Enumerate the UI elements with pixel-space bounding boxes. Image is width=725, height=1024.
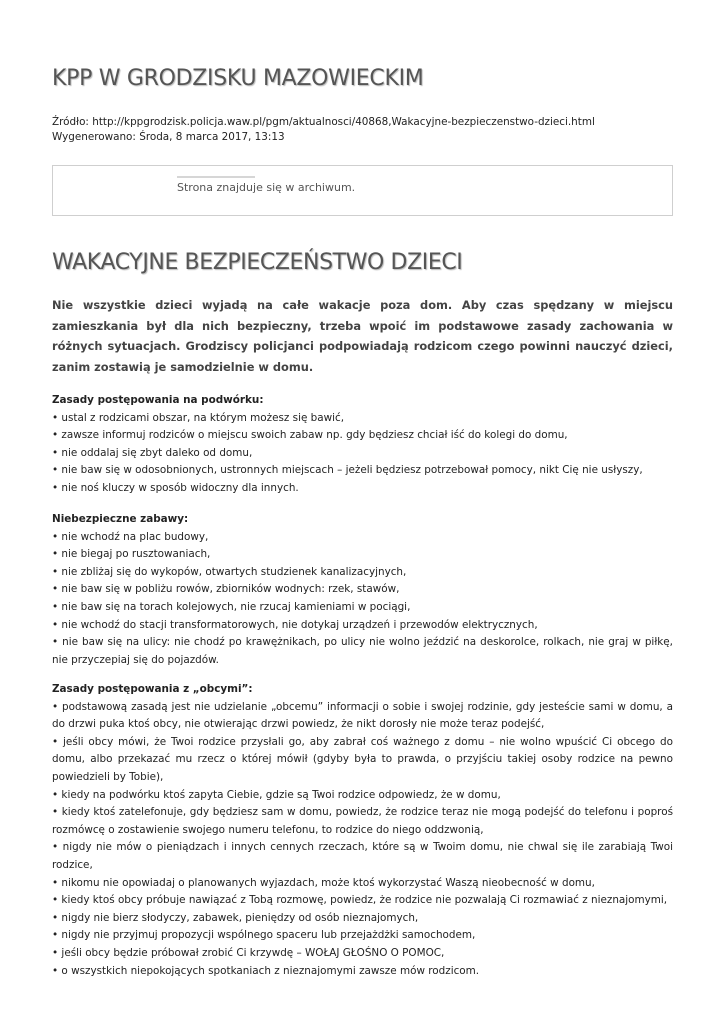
list-item: • nie baw się na torach kolejowych, nie rzucaj kamieniami w pociągi, (52, 600, 411, 613)
archive-notice: Strona znajduje się w archiwum. (177, 181, 356, 194)
article-lead: Nie wszystkie dzieci wyjadą na całe wakacje poza dom. Aby czas spędzany w miejscu zamieszkania był dla nich bezpieczny, trzeba wpoić im podstawowe zasady zachowania w różnych sytuacjach. Grodziscy policjanci podpowiadają rodzicom czego powinni nauczyć dzieci, zanim zostawią je samodzielnie w domu. (52, 298, 673, 374)
list-item: • kiedy ktoś zatelefonuje, gdy będziesz sam w domu, powiedz, że rodzice teraz nie mogą podejść do telefonu i poproś rozmówcę o zostawienie swojego numeru telefonu, to rodzice do niego oddzwonią, (52, 806, 673, 836)
list-item: • nie baw się na ulicy: nie chodź po krawężnikach, po ulicy nie wolno jeździć na deskorolce, rolkach, nie graj w piłkę, nie przyczepiaj się do pojazdów. (52, 636, 673, 666)
section-yard-rules (52, 392, 673, 498)
list-item: • podstawową zasadą jest nie udzielanie „obcemu” informacji o sobie i swojej rodzinie, gdy jesteście sami w domu, a do drzwi puka ktoś obcy, nie otwierając drzwi powiedz, że nikt dorosły nie może teraz podejść, (52, 700, 673, 731)
list-item: • nigdy nie mów o pieniądzach i innych cennych rzeczach, które są w Twoim domu, nie chwal się ile zarabiają Twoi rodzice, (52, 841, 673, 871)
list-item: • nie wchodź do stacji transformatorowych, nie dotykaj urządzeń i przewodów elektrycznych, (52, 618, 538, 631)
list-item: • nie wchodź na plac budowy, (52, 530, 209, 543)
list-item: • nie zbliżaj się do wykopów, otwartych studzienek kanalizacyjnych, (52, 565, 407, 578)
list-item: • kiedy na podwórku ktoś zapyta Ciebie, gdzie są Twoi rodzice odpowiedz, że w domu, (52, 788, 501, 801)
rules-list (52, 699, 673, 981)
list-item: • nie noś kluczy w sposób widoczny dla innych. (52, 481, 299, 494)
list-item: • nikomu nie opowiadaj o planowanych wyjazdach, może ktoś wykorzystać Waszą nieobecność w domu, (52, 876, 595, 889)
list-item: • nie baw się w pobliżu rowów, zbiorników wodnych: rzek, stawów, (52, 583, 400, 596)
list-item: • zawsze informuj rodziców o miejscu swoich zabaw np. gdy będziesz chciał iść do kolegi do domu, (52, 429, 568, 442)
list-item: • kiedy ktoś obcy próbuje nawiązać z Tobą rozmowę, powiedz, że rodzice nie pozwalają Ci rozmawiać z nieznajomymi, (52, 894, 668, 907)
list-item: • nigdy nie przyjmuj propozycji wspólnego spaceru lub przejażdżki samochodem, (52, 929, 476, 942)
generated-line: Wygenerowano: Środa, 8 marca 2017, 13:13 (52, 131, 285, 143)
section-heading: Zasady postępowania z „obcymi”: (52, 683, 253, 695)
list-item: • ustal z rodzicami obszar, na którym możesz się bawić, (52, 411, 345, 424)
rules-list (52, 529, 673, 670)
list-item: • nie baw się w odosobnionych, ustronnych miejscach – jeżeli będziesz potrzebował pomocy, nikt Cię nie usłyszy, (52, 464, 643, 477)
document-meta (52, 115, 595, 145)
list-item: • o wszystkich niepokojących spotkaniach z nieznajomymi zawsze mów rodzicom. (52, 964, 480, 977)
list-item: • nie oddalaj się zbyt daleko od domu, (52, 446, 253, 459)
list-item: • nie biegaj po rusztowaniach, (52, 548, 211, 561)
source-line: Źródło: http://kppgrodzisk.policja.waw.pl/pgm/aktualnosci/40868,Wakacyjne-bezpieczenstwo-dzieci.html (52, 116, 595, 128)
site-title: KPP W GRODZISKU MAZOWIECKIM (52, 66, 424, 91)
section-strangers-rules (52, 681, 673, 980)
list-item: • nigdy nie bierz słodyczy, zabawek, pieniędzy od osób nieznajomych, (52, 911, 419, 924)
section-heading: Zasady postępowania na podwórku: (52, 394, 264, 406)
archive-notice-box (52, 165, 673, 216)
rules-list (52, 410, 673, 498)
archive-divider (177, 176, 255, 178)
section-dangerous-games (52, 511, 673, 669)
list-item: • jeśli obcy mówi, że Twoi rodzice przysłali go, aby zabrał coś ważnego z domu – nie wolno wpuścić Ci obcego do domu, albo przekazać mu rzecz o której mówił (gdyby była to prawda, o przyjściu takiej osoby rodzice na pewno powiedzieli by Tobie), (52, 735, 673, 783)
article-title: WAKACYJNE BEZPIECZEŃSTWO DZIECI (52, 250, 463, 275)
section-heading: Niebezpieczne zabawy: (52, 513, 189, 525)
list-item: • jeśli obcy będzie próbował zrobić Ci krzywdę – WOŁAJ GŁOŚNO O POMOC, (52, 946, 445, 959)
